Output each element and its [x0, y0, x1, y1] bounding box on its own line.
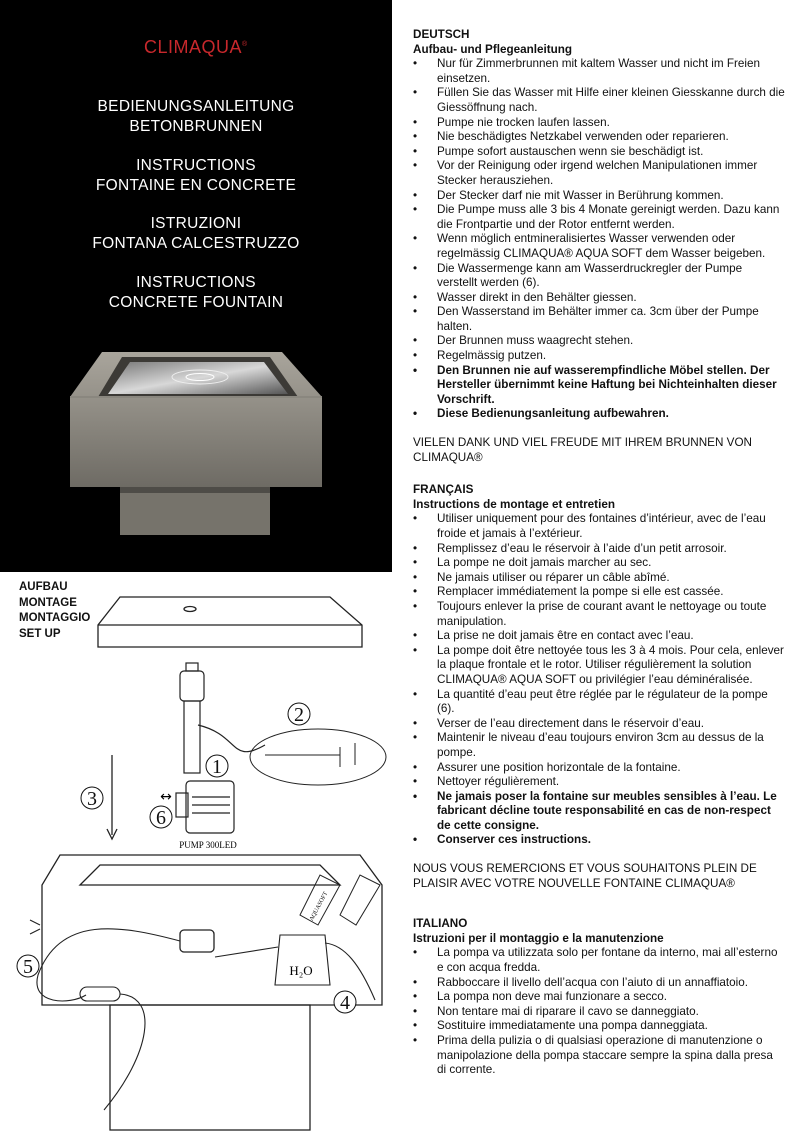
adjust-arrow-icon: ↔ [160, 789, 172, 805]
cover-title-line: ISTRUZIONI [150, 215, 242, 232]
list-item: • Sostituire immediatamente una pompa danneggiata. [413, 1019, 785, 1034]
cover-title-de [0, 97, 392, 137]
cover-title-line: BETONBRUNNEN [129, 118, 263, 135]
cable-drawing [30, 920, 180, 1110]
list-item: • Remplacer immédiatement la pompe si elle est cassée. [413, 585, 785, 600]
list-item: • Verser de l’eau directement dans le réservoir d’eau. [413, 717, 785, 732]
warning-item: • Ne jamais poser la fontaine sur meubles sensibles à l’eau. Le fabricant décline toute responsabilité en cas de non-respect de cette consigne. [413, 790, 785, 834]
pump-label: PUMP 300LED [179, 840, 237, 850]
fountain-photo [60, 342, 330, 542]
section-subtitle: Instructions de montage et entretien [413, 497, 615, 511]
list-item: • La pompe ne doit jamais marcher au sec. [413, 556, 785, 571]
thanks-note: NOUS VOUS REMERCIONS ET VOUS SOUHAITONS PLEIN DE PLAISIR AVEC VOTRE NOUVELLE FONTAINE CLIMAQUA® [413, 862, 757, 890]
instruction-list [413, 57, 785, 422]
section-it [413, 917, 785, 1078]
lid-drawing [98, 597, 362, 647]
section-fr [413, 483, 785, 891]
list-item: • Remplissez d’eau le réservoir à l’aide d’un petit arrosoir. [413, 542, 785, 557]
setup-label-de: AUFBAU [19, 581, 68, 593]
list-item: • Maintenir le niveau d’eau toujours environ 3cm au dessus de la pompe. [413, 731, 785, 760]
cover-title-en [0, 273, 392, 313]
pump-drawing [176, 781, 234, 833]
instruction-list [413, 946, 785, 1077]
section-subtitle: Istruzioni per il montaggio e la manutenzione [413, 931, 664, 945]
setup-label-fr: MONTAGE [19, 596, 77, 609]
step-6-number: 6 [156, 807, 166, 829]
section-heading: FRANÇAIS [413, 483, 474, 497]
list-item: • Prima della pulizia o di qualsiasi operazione di manutenzione o manipolazione della pompa staccare sempre la spina dalla presa di corrente. [413, 1034, 785, 1078]
list-item: • Wenn möglich entmineralisiertes Wasser verwenden oder regelmässig CLIMAQUA® AQUA SOFT dem Wasser beigeben. [413, 232, 785, 261]
cover-title-it [0, 214, 392, 254]
thanks-note: VIELEN DANK UND VIEL FREUDE MIT IHREM BRUNNEN VON CLIMAQUA® [413, 436, 752, 464]
warning-item: • Conserver ces instructions. [413, 833, 785, 848]
basin-drawing [42, 855, 382, 1130]
cover-title-line: BEDIENUNGSANLEITUNG [97, 98, 295, 115]
list-item: • Rabboccare il livello dell’acqua con l’aiuto di un annaffiatoio. [413, 976, 785, 991]
step-2-number: 2 [294, 704, 304, 726]
section-subtitle: Aufbau- und Pflegeanleitung [413, 42, 573, 56]
list-item: • Füllen Sie das Wasser mit Hilfe einer kleinen Giesskanne durch die Giessöffnung nach. [413, 86, 785, 115]
list-item: • Der Stecker darf nie mit Wasser in Berührung kommen. [413, 189, 785, 204]
list-item: • Pumpe nie trocken laufen lassen. [413, 116, 785, 131]
cover-title-line: INSTRUCTIONS [136, 274, 256, 291]
list-item: • Utiliser uniquement pour des fontaines d’intérieur, avec de l’eau froide et jamais à l’extérieur. [413, 512, 785, 541]
water-can-label: H₂O [289, 963, 313, 978]
warning-item: • Diese Bedienungsanleitung aufbewahren. [413, 407, 785, 422]
warning-item: • Den Brunnen nie auf wasserempfindliche Möbel stellen. Der Hersteller übernimmt keine Haftung bei Nichteinhalten dieser Vorschrift. [413, 364, 785, 408]
cover-title-line: FONTANA CALCESTRUZZO [92, 235, 300, 252]
list-item: • La pompa va utilizzata solo per fontane da interno, mai all’esterno e con acqua fredda. [413, 946, 785, 975]
list-item: • Die Pumpe muss alle 3 bis 4 Monate gereinigt werden. Dazu kann die Frontpartie und der Rotor entfernt werden. [413, 203, 785, 232]
list-item: • Der Brunnen muss waagrecht stehen. [413, 334, 785, 349]
list-item: • Vor der Reinigung oder irgend welchen Manipulationen immer Stecker herausziehen. [413, 159, 785, 188]
section-de [413, 28, 785, 465]
list-item: • La quantité d’eau peut être réglée par le régulateur de la pompe (6). [413, 688, 785, 717]
list-item: • Assurer une position horizontale de la fontaine. [413, 761, 785, 776]
step-1-number: 1 [212, 756, 222, 778]
setup-label-en: SET UP [19, 627, 61, 640]
list-item: • Nie beschädigtes Netzkabel verwenden oder reparieren. [413, 130, 785, 145]
list-item: • Ne jamais utiliser ou réparer un câble abîmé. [413, 571, 785, 586]
step-5-number: 5 [23, 956, 33, 978]
list-item: • Pumpe sofort austauschen wenn sie beschädigt ist. [413, 145, 785, 160]
instructions-column [413, 28, 785, 1078]
detail-oval [250, 729, 386, 785]
section-heading: ITALIANO [413, 917, 468, 931]
cover-title-line: CONCRETE FOUNTAIN [108, 294, 284, 311]
cover-panel [0, 0, 392, 572]
cover-title-line: INSTRUCTIONS [136, 157, 256, 174]
list-item: • Wasser direkt in den Behälter giessen. [413, 291, 785, 306]
setup-diagram [0, 585, 392, 1140]
section-heading: DEUTSCH [413, 28, 470, 41]
setup-label-it: MONTAGGIO [19, 612, 91, 624]
list-item: • Regelmässig putzen. [413, 349, 785, 364]
bottle-label: AQUASOFT [308, 890, 330, 923]
list-item: • La prise ne doit jamais être en contact avec l’eau. [413, 629, 785, 644]
step-3-number: 3 [87, 788, 97, 810]
cover-title-line: FONTAINE EN CONCRETE [95, 177, 297, 194]
list-item: • Den Wasserstand im Behälter immer ca. 3cm über der Pumpe halten. [413, 305, 785, 334]
cover-title-fr [0, 156, 392, 196]
list-item: • Non tentare mai di riparare il cavo se danneggiato. [413, 1005, 785, 1020]
list-item: • La pompe doit être nettoyée tous les 3 à 4 mois. Pour cela, enlever la plaque frontale et le rotor. Utiliser régulièrement la solution CLIMAQUA® AQUA SOFT ou privilégier l’eau déminéralisée. [413, 644, 785, 688]
list-item: • Toujours enlever la prise de courant avant le nettoyage ou toute manipulation. [413, 600, 785, 629]
logo-text: CLIMAQUA [144, 37, 243, 57]
step-4-number: 4 [340, 992, 350, 1014]
list-item: • Die Wassermenge kann am Wasserdruckregler der Pumpe verstellt werden (6). [413, 262, 785, 291]
list-item: • Nettoyer régulièrement. [413, 775, 785, 790]
instruction-list [413, 512, 785, 848]
logo-mark: ® [242, 41, 248, 48]
list-item: • Nur für Zimmerbrunnen mit kaltem Wasser und nicht im Freien einsetzen. [413, 57, 785, 86]
climaqua-logo [144, 37, 248, 58]
list-item: • La pompa non deve mai funzionare a secco. [413, 990, 785, 1005]
